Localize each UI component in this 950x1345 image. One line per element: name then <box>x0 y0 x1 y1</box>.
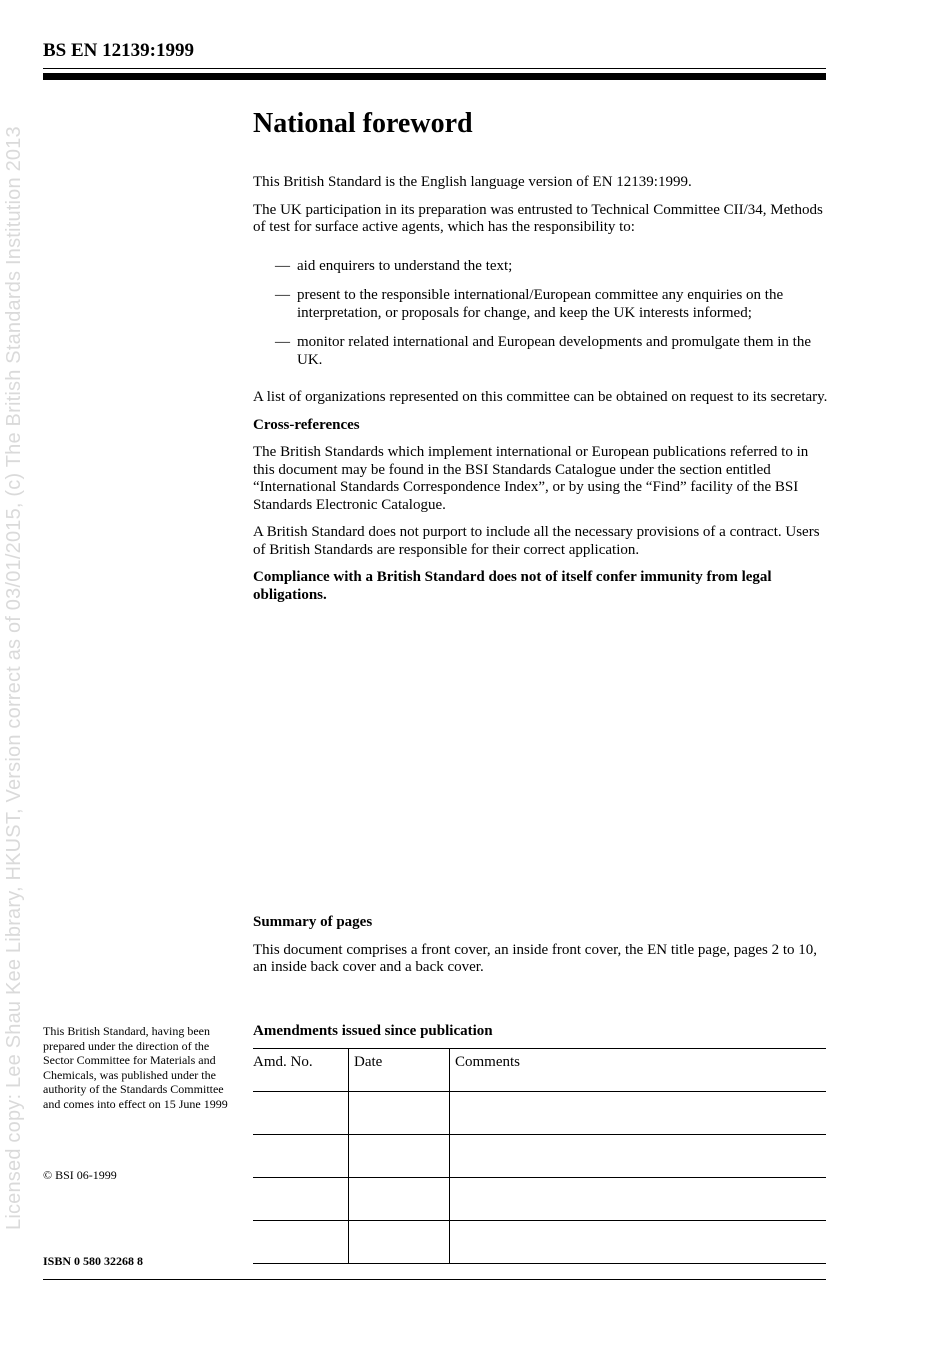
compliance-statement: Compliance with a British Standard does not of itself confer immunity from legal obligations. <box>253 569 772 603</box>
table-cell <box>450 1178 827 1221</box>
dash-bullet: — <box>275 334 290 350</box>
table-cell <box>349 1135 450 1178</box>
publication-note: This British Standard, having been prepared under the direction of the Sector Committee for Materials and Chemicals, was published under the authority of the Standards Committee and comes into effect on 15 June 1999 <box>43 1024 228 1111</box>
license-watermark: Licensed copy: Lee Shau Kee Library, HKUST, Version correct as of 03/01/2015, (c) The British Standards Institution 2013 <box>3 126 25 1230</box>
copyright-notice: © BSI 06-1999 <box>43 1168 117 1182</box>
responsibility-list <box>253 258 828 370</box>
table-cell <box>253 1135 349 1178</box>
column-header-comments: Comments <box>450 1049 827 1092</box>
column-header-date: Date <box>349 1049 450 1092</box>
isbn: ISBN 0 580 32268 8 <box>43 1254 144 1268</box>
table-row <box>253 1092 826 1135</box>
paragraph-cross-references: The British Standards which implement international or European publications referred to in this document may be found in the BSI Standards Catalogue under the section entitled “International Standards Correspondence Index”, or by using the “Find” facility of the BSI Standards Electronic Catalogue. <box>253 444 809 513</box>
list-item-text: present to the responsible international/European committee any enquiries on the interpretation, or proposals for change, and keep the UK interests informed; <box>297 287 784 321</box>
national-foreword-section <box>253 108 828 614</box>
dash-bullet: — <box>275 287 290 303</box>
table-header-row <box>253 1049 826 1092</box>
summary-text: This document comprises a front cover, an inside front cover, the EN title page, pages 2 to 10, an inside back cover and a back cover. <box>253 941 818 975</box>
cross-references-heading: Cross-references <box>253 416 360 433</box>
table-row <box>253 1135 826 1178</box>
table-cell <box>253 1092 349 1135</box>
list-item <box>253 258 828 276</box>
list-item <box>253 334 828 369</box>
column-header-amd-no: Amd. No. <box>253 1049 349 1092</box>
table-cell <box>349 1092 450 1135</box>
summary-heading: Summary of pages <box>253 914 373 930</box>
amendments-title: Amendments issued since publication <box>253 1023 493 1039</box>
page-title: National foreword <box>253 108 473 139</box>
table-cell <box>450 1092 827 1135</box>
header-rule-thin <box>43 68 826 69</box>
document-id: BS EN 12139:1999 <box>43 40 194 61</box>
summary-of-pages-section <box>253 914 828 987</box>
table-row <box>253 1221 826 1264</box>
paragraph-provisions: A British Standard does not purport to include all the necessary provisions of a contract. Users of British Standards are responsible for their correct application. <box>253 524 820 558</box>
table-cell <box>253 1221 349 1264</box>
table-cell <box>450 1221 827 1264</box>
list-item-text: monitor related international and European developments and promulgate them in the UK. <box>297 334 812 368</box>
table-row <box>253 1178 826 1221</box>
table-cell <box>349 1221 450 1264</box>
dash-bullet: — <box>275 257 290 274</box>
paragraph-organizations: A list of organizations represented on this committee can be obtained on request to its secretary. <box>253 389 828 405</box>
header-rule-thick <box>43 73 826 80</box>
list-item-text: aid enquirers to understand the text; <box>297 257 513 274</box>
table-cell <box>450 1135 827 1178</box>
footer-rule <box>43 1279 826 1280</box>
paragraph-uk-participation: The UK participation in its preparation was entrusted to Technical Committee CII/34, Methods of test for surface active agents, which has the responsibility to: <box>253 201 823 235</box>
table-cell <box>253 1178 349 1221</box>
table-cell <box>349 1178 450 1221</box>
paragraph-language-version: This British Standard is the English language version of EN 12139:1999. <box>253 174 692 190</box>
list-item <box>253 287 828 322</box>
amendments-table <box>253 1048 826 1264</box>
